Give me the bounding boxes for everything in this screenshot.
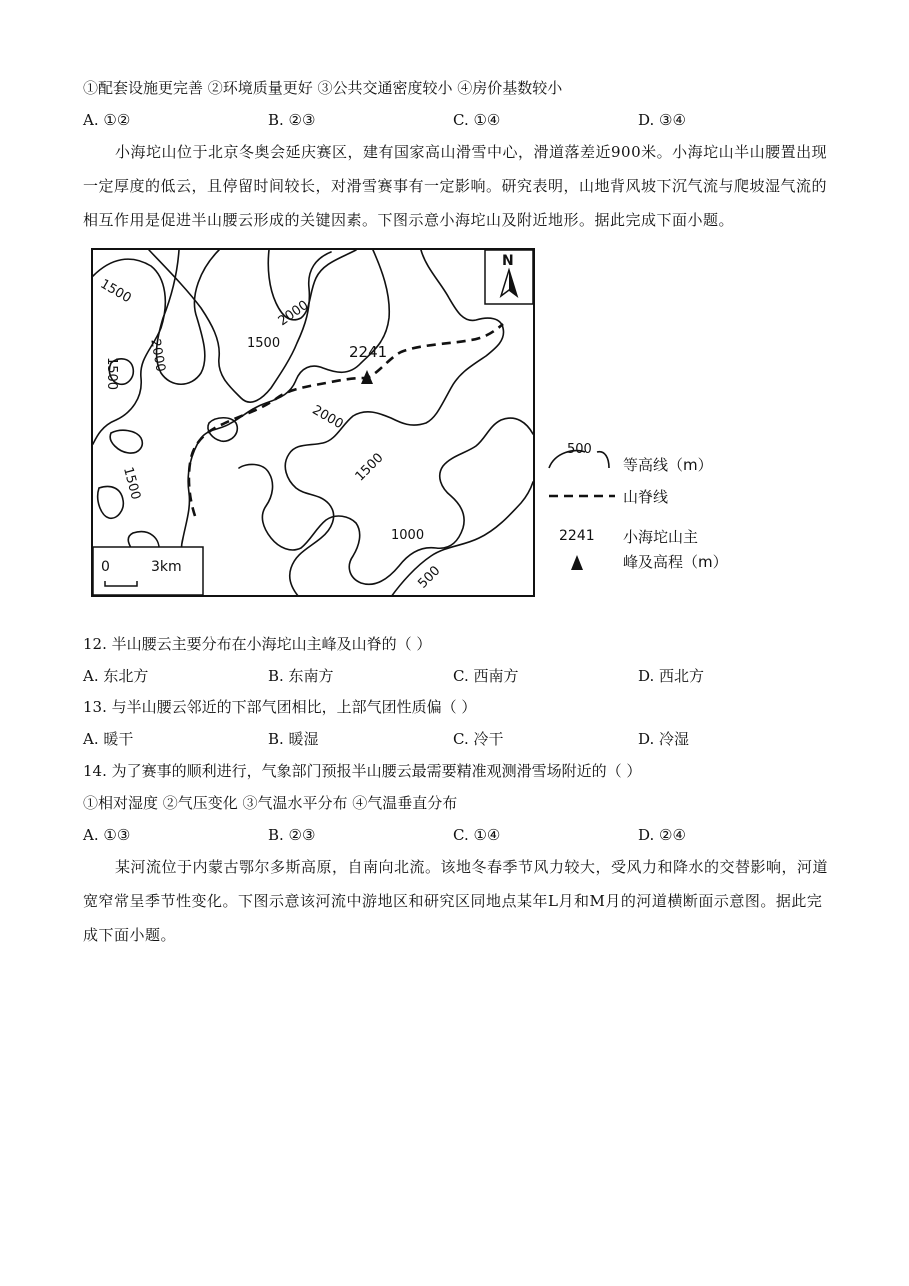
peak-elevation-label: 2241 (349, 343, 388, 361)
q12-option-d[interactable]: D. 西北方 (638, 667, 705, 685)
contour-label: 1500 (120, 465, 144, 502)
contour-label: 1500 (97, 276, 134, 307)
contour-label: 1000 (391, 528, 425, 543)
prev-option-c[interactable]: C. ①④ (453, 111, 501, 129)
contour-label: 1500 (352, 450, 387, 485)
contour-label: 1500 (247, 336, 281, 351)
legend-peak-value: 2241 (559, 528, 595, 544)
q13-option-d[interactable]: D. 冷湿 (638, 730, 690, 748)
q14-option-b[interactable]: B. ②③ (268, 826, 316, 844)
legend-contour-value: 500 (567, 442, 592, 457)
contour-label: 1500 (104, 356, 120, 391)
q13-option-b[interactable]: B. 暖湿 (268, 730, 319, 748)
legend-peak-label-line1: 小海坨山主 (623, 528, 699, 546)
scale-zero: 0 (101, 559, 110, 575)
q12-option-c[interactable]: C. 西南方 (453, 667, 519, 685)
contour-label: 500 (415, 563, 444, 592)
prev-option-d[interactable]: D. ③④ (638, 111, 686, 129)
prev-question-items: ①配套设施更完善 ②环境质量更好 ③公共交通密度较小 ④房价基数较小 (83, 79, 563, 97)
q13-option-c[interactable]: C. 冷干 (453, 730, 504, 748)
q14-option-d[interactable]: D. ②④ (638, 826, 686, 844)
legend-peak-label-line2: 峰及高程（m） (623, 553, 728, 571)
q12-option-a[interactable]: A. 东北方 (83, 667, 149, 685)
prev-option-b[interactable]: B. ②③ (268, 111, 316, 129)
legend-ridge-label: 山脊线 (623, 488, 669, 506)
question-14-items: ①相对湿度 ②气压变化 ③气温水平分布 ④气温垂直分布 (83, 794, 458, 812)
contour-label: 2000 (309, 402, 346, 433)
q13-option-a[interactable]: A. 暖干 (83, 730, 134, 748)
contour-map (91, 248, 535, 597)
question-12-stem: 12. 半山腰云主要分布在小海坨山主峰及山脊的（ ） (83, 635, 432, 653)
map-legend (545, 440, 775, 580)
legend-contour-label: 等高线（m） (623, 456, 713, 474)
q14-option-c[interactable]: C. ①④ (453, 826, 501, 844)
passage-river: 某河流位于内蒙古鄂尔多斯高原，自南向北流。该地冬春季节风力较大，受风力和降水的交替影响，河道宽窄常呈季节性变化。下图示意该河流中游地区和研究区同地点某年L月和M月的河道横断面示意图。据此完成下面小题。 (83, 858, 829, 944)
question-14-stem: 14. 为了赛事的顺利进行，气象部门预报半山腰云最需要精准观测滑雪场附近的（ ） (83, 762, 642, 780)
q14-option-a[interactable]: A. ①③ (83, 826, 131, 844)
question-13-stem: 13. 与半山腰云邻近的下部气团相比，上部气团性质偏（ ） (83, 698, 477, 716)
contour-label: 2000 (275, 297, 312, 330)
prev-option-a[interactable]: A. ①② (83, 111, 131, 129)
north-label: N (502, 253, 514, 269)
scale-distance: 3km (151, 559, 182, 575)
passage-xiaohaituo: 小海坨山位于北京冬奥会延庆赛区，建有国家高山滑雪中心，滑道落差近900米。小海坨山半山腰置出现一定厚度的低云，且停留时间较长，对滑雪赛事有一定影响。研究表明，山地背风坡下沉气流与爬坡湿气流的相互作用是促进半山腰云形成的关键因素。下图示意小海坨山及附近地形。据此完成下面小题。 (83, 143, 828, 229)
contour-label: 2000 (147, 337, 168, 374)
q12-option-b[interactable]: B. 东南方 (268, 667, 334, 685)
